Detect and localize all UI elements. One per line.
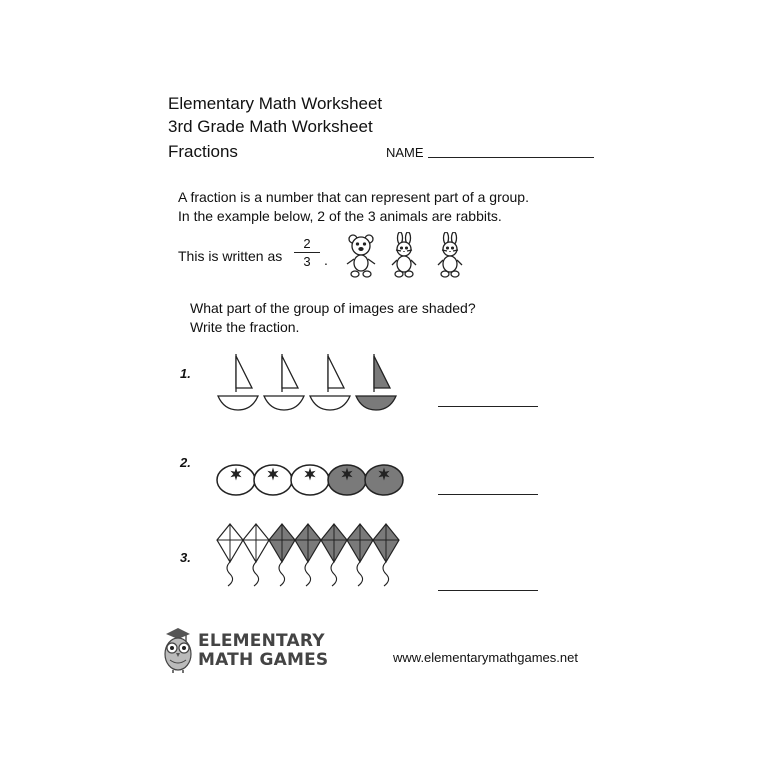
- sailboat-icon: [218, 354, 258, 410]
- kite-icon: [269, 524, 295, 586]
- question-2-tomatoes: [216, 460, 410, 498]
- worksheet-topic: Fractions: [168, 142, 238, 161]
- kite-icon: [295, 524, 321, 586]
- name-line: [428, 157, 594, 158]
- fraction-numerator: 2: [303, 236, 311, 251]
- fraction-denominator: 3: [303, 254, 311, 269]
- name-label: NAME: [386, 145, 424, 160]
- question-2-answer-line[interactable]: [438, 494, 538, 495]
- question-3-kites: [216, 520, 410, 592]
- sailboat-icon: [310, 354, 350, 410]
- question-1-number: 1.: [180, 366, 191, 381]
- intro-line-1: A fraction is a number that can represent part of a group.: [178, 189, 529, 205]
- fraction-bar: [294, 252, 320, 253]
- kite-icon: [243, 524, 269, 586]
- question-1-answer-line[interactable]: [438, 406, 538, 407]
- bear-icon: [347, 235, 375, 277]
- logo-text-line-1: ELEMENTARY: [198, 631, 325, 651]
- question-3-number: 3.: [180, 550, 191, 565]
- tomato-icon: [254, 465, 292, 495]
- sailboat-icon: [356, 354, 396, 410]
- tomato-icon: [365, 465, 403, 495]
- rabbit-icon: [392, 232, 416, 277]
- kite-icon: [217, 524, 243, 586]
- tomato-icon: [217, 465, 255, 495]
- kite-icon: [347, 524, 373, 586]
- kite-icon: [373, 524, 399, 586]
- instructions-line-1: What part of the group of images are shaded?: [190, 300, 476, 316]
- written-as-text: This is written as: [178, 248, 283, 264]
- example-fraction: [294, 236, 320, 269]
- tomato-icon: [328, 465, 366, 495]
- instructions-line-2: Write the fraction.: [190, 319, 300, 335]
- logo-text-line-2: MATH GAMES: [198, 650, 329, 670]
- rabbit-icon: [438, 232, 462, 277]
- question-2-number: 2.: [180, 455, 191, 470]
- footer-url[interactable]: www.elementarymathgames.net: [393, 650, 578, 665]
- sailboat-icon: [264, 354, 304, 410]
- worksheet-title: Elementary Math Worksheet: [168, 94, 383, 113]
- question-3-answer-line[interactable]: [438, 590, 538, 591]
- kite-icon: [321, 524, 347, 586]
- owl-logo-icon: [160, 626, 196, 674]
- tomato-icon: [291, 465, 329, 495]
- animal-group: [340, 232, 480, 280]
- intro-line-2: In the example below, 2 of the 3 animals are rabbits.: [178, 208, 502, 224]
- fraction-period: .: [324, 252, 328, 268]
- worksheet-subtitle: 3rd Grade Math Worksheet: [168, 117, 373, 136]
- question-1-sailboats: [216, 350, 406, 414]
